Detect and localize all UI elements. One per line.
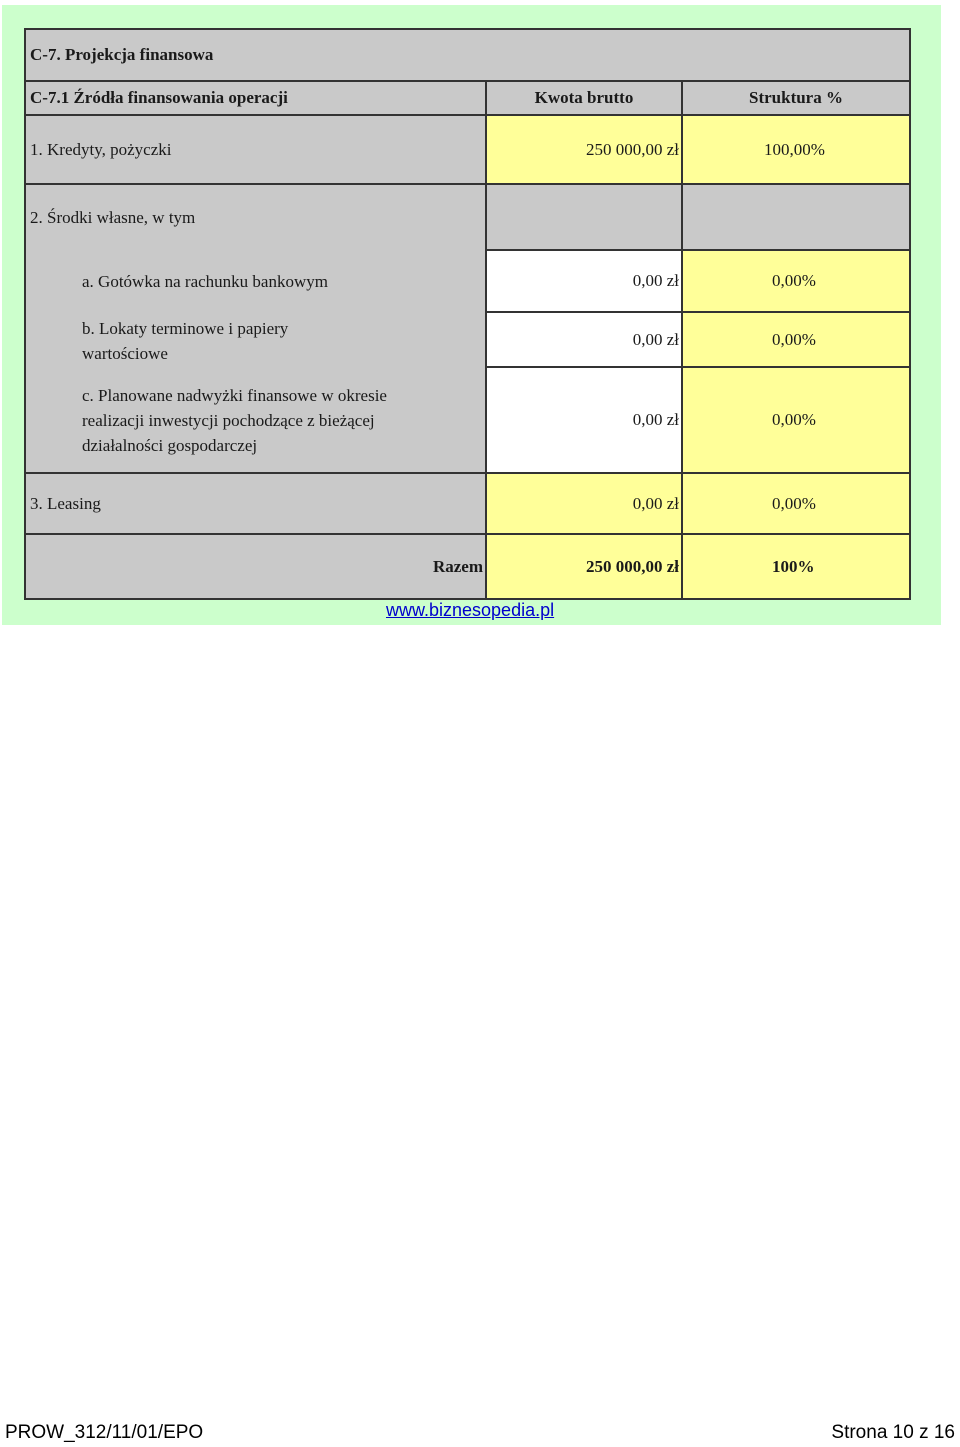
- total-amount: 250 000,00 zł: [487, 535, 683, 598]
- amount-cash[interactable]: 0,00 zł: [487, 251, 683, 313]
- row-label-surplus: c. Planowane nadwyżki finansowe w okresie realizacji inwestycji pochodzące z bieżącej działalności gospodarczej: [26, 368, 487, 474]
- watermark-link[interactable]: www.biznesopedia.pl: [386, 600, 555, 620]
- pct-leasing[interactable]: 0,00%: [683, 474, 909, 535]
- pct-deposits[interactable]: 0,00%: [683, 313, 909, 368]
- row-label-cash: a. Gotówka na rachunku bankowym: [26, 251, 487, 313]
- total-label: Razem: [26, 535, 487, 598]
- total-pct: 100%: [683, 535, 909, 598]
- amount-surplus[interactable]: 0,00 zł: [487, 368, 683, 474]
- amount-deposits[interactable]: 0,00 zł: [487, 313, 683, 368]
- footer-doc-code: PROW_312/11/01/EPO: [5, 1422, 204, 1443]
- amount-loans[interactable]: 250 000,00 zł: [487, 116, 683, 185]
- column-header-amount: Kwota brutto: [487, 82, 683, 116]
- pct-cash[interactable]: 0,00%: [683, 251, 909, 313]
- footer-page-number: Strona 10 z 16: [831, 1422, 955, 1443]
- subsection-header: C-7.1 Źródła finansowania operacji: [26, 82, 487, 116]
- pct-surplus[interactable]: 0,00%: [683, 368, 909, 474]
- row-label-own-funds: 2. Środki własne, w tym: [26, 185, 487, 251]
- column-header-structure: Struktura %: [683, 82, 909, 116]
- amount-leasing[interactable]: 0,00 zł: [487, 474, 683, 535]
- section-title: C-7. Projekcja finansowa: [26, 30, 909, 82]
- pct-loans[interactable]: 100,00%: [683, 116, 909, 185]
- row-label-loans: 1. Kredyty, pożyczki: [26, 116, 487, 185]
- row-label-deposits: b. Lokaty terminowe i papiery wartościowe: [26, 313, 487, 368]
- pct-own-funds-empty: [683, 185, 909, 251]
- row-label-leasing: 3. Leasing: [26, 474, 487, 535]
- amount-own-funds-empty: [487, 185, 683, 251]
- financing-table: [24, 28, 911, 600]
